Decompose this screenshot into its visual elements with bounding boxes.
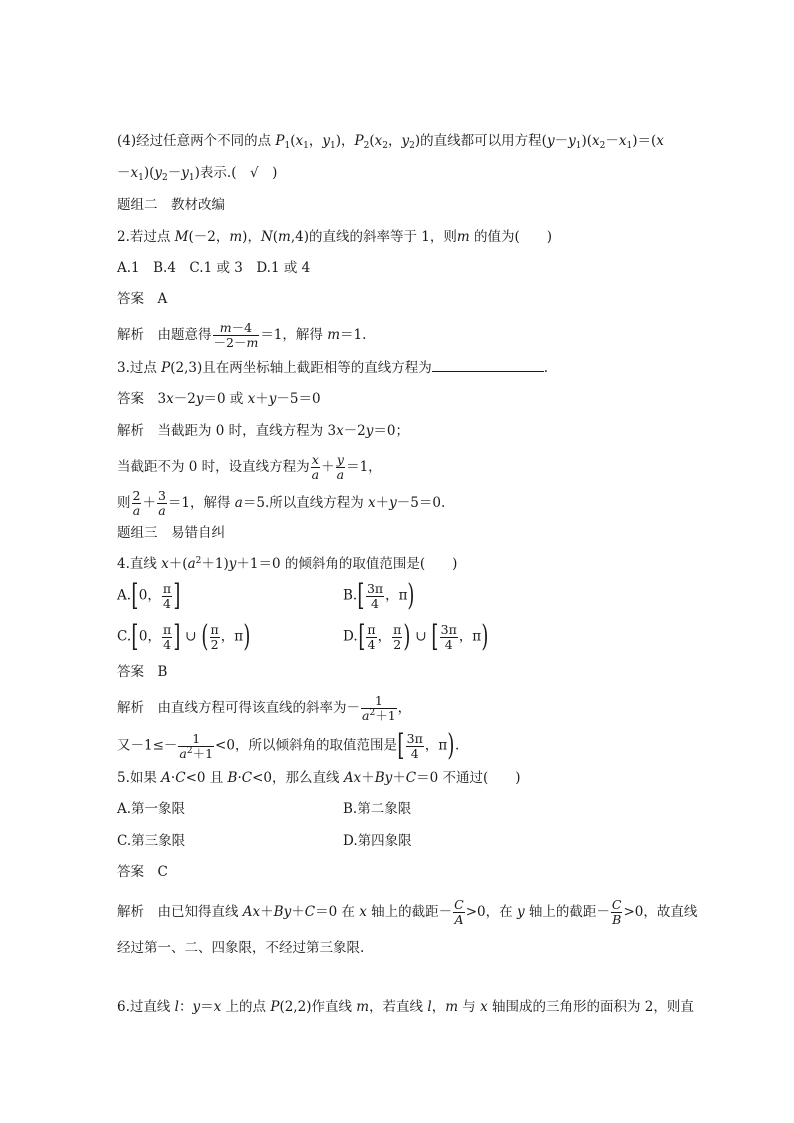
answer-4: 答案 B <box>117 664 168 680</box>
option-5a: A.第一象限 <box>117 801 186 817</box>
option-4b: B.[ $\frac{3\pi}{4}$ ，π) <box>343 578 415 613</box>
fraction: $\frac{x}{a}$ <box>311 452 320 482</box>
fraction: $\frac{2}{a}$ <box>132 488 141 518</box>
fraction: $\frac{y}{a}$ <box>336 452 345 482</box>
group-2-heading: 题组二 教材改编 <box>117 197 225 213</box>
fraction: $\frac{C}{A}$ <box>454 897 464 927</box>
explanation-4-line-2: 又－1≤－ $\frac{1}{a^2+1}$ <0，所以倾斜角的取值范围是[ $\frac{3\pi}{4}$ ，π). <box>117 728 460 763</box>
fraction: $\frac{1}{a^2+1}$ <box>362 693 396 723</box>
fraction: $\frac{C}{B}$ <box>611 897 622 927</box>
option-4d: D.[ $\frac{\pi}{4}$ ， $\frac{\pi}{2}$ ) ∪ [ $\frac{3\pi}{4}$ ，π) <box>343 619 489 654</box>
option-4c: C.[0， $\frac{\pi}{4}$ ] ∪ ( $\frac{\pi}{2}$ ，π) <box>117 619 251 654</box>
answer-blank <box>432 357 544 372</box>
statement-4-line-1: (4)经过任意两个不同的点 $P_1(x_1$，$y_1$)，$P_2(x_2$，$y_2$)的直线都可以用方程$(y-y_1)(x_2-x_1)=(x$ <box>117 133 664 151</box>
explanation-5-line-1: 解析 由已知得直线 Ax＋By＋C＝0 在 x 轴上的截距－ $\frac{C}{A}$ >0，在 y 轴上的截距－ $\frac{C}{B}$ >0，故直线 <box>117 897 698 927</box>
explanation-3-line-2: 当截距不为 0 时，设直线方程为 $\frac{x}{a}$ ＋ $\frac{y}{a}$ ＝1， <box>117 452 382 482</box>
option-4a: A.[0， $\frac{\pi}{4}$ ] <box>117 578 181 613</box>
explanation-3-line-1: 解析 当截距为 0 时，直线方程为 3x－2y＝0； <box>117 423 410 439</box>
explanation-3-line-3: 则 $\frac{2}{a}$ ＋ $\frac{3}{a}$ ＝1，解得 a＝5.所以直线方程为 x＋y－5＝0. <box>117 488 446 518</box>
question-4: 4.直线 $x+(a^2+1)y+1=0$ 的倾斜角的取值范围是( ) <box>117 556 458 572</box>
answer-2: 答案 A <box>117 291 168 307</box>
question-6: 6.过直线 l：y＝x 上的点 P(2,2)作直线 m，若直线 l，m 与 x 轴围成的三角形的面积为 2，则直 <box>117 999 694 1015</box>
answer-3: 答案 3x－2y＝0 或 x＋y－5＝0 <box>117 391 321 407</box>
explanation-4-line-1: 解析 由直线方程可得该直线的斜率为－ $\frac{1}{a^2+1}$ ， <box>117 693 412 723</box>
question-2-options: A.1 B.4 C.1 或 3 D.1 或 4 <box>117 260 311 276</box>
option-5c: C.第三象限 <box>117 833 186 849</box>
option-5b: B.第二象限 <box>343 801 412 817</box>
answer-5: 答案 C <box>117 864 168 880</box>
group-3-heading: 题组三 易错自纠 <box>117 525 225 541</box>
question-3: 3.过点 P(2,3)且在两坐标轴上截距相等的直线方程为 . <box>117 357 548 378</box>
question-5: 5.如果 A·C<0 且 B·C<0，那么直线 Ax＋By＋C＝0 不通过( ) <box>117 770 521 786</box>
explanation-5-line-2: 经过第一、二、四象限，不经过第三象限. <box>117 940 365 956</box>
option-5d: D.第四象限 <box>343 833 412 849</box>
fraction: $\frac{m-4}{-2-m}$ <box>213 320 259 350</box>
explanation-2: 解析 由题意得 $\frac{m-4}{-2-m}$ ＝1，解得 m＝1. <box>117 320 367 350</box>
fraction: $\frac{3}{a}$ <box>157 488 166 518</box>
question-2: 2.若过点 M(－2，m)，N(m,4)的直线的斜率等于 1，则m 的值为( ) <box>117 229 553 245</box>
fraction: $\frac{1}{a^2+1}$ <box>179 730 214 761</box>
statement-4-line-2: $-x_1)(y_2-y_1)$表示.( √ ) <box>117 165 278 183</box>
